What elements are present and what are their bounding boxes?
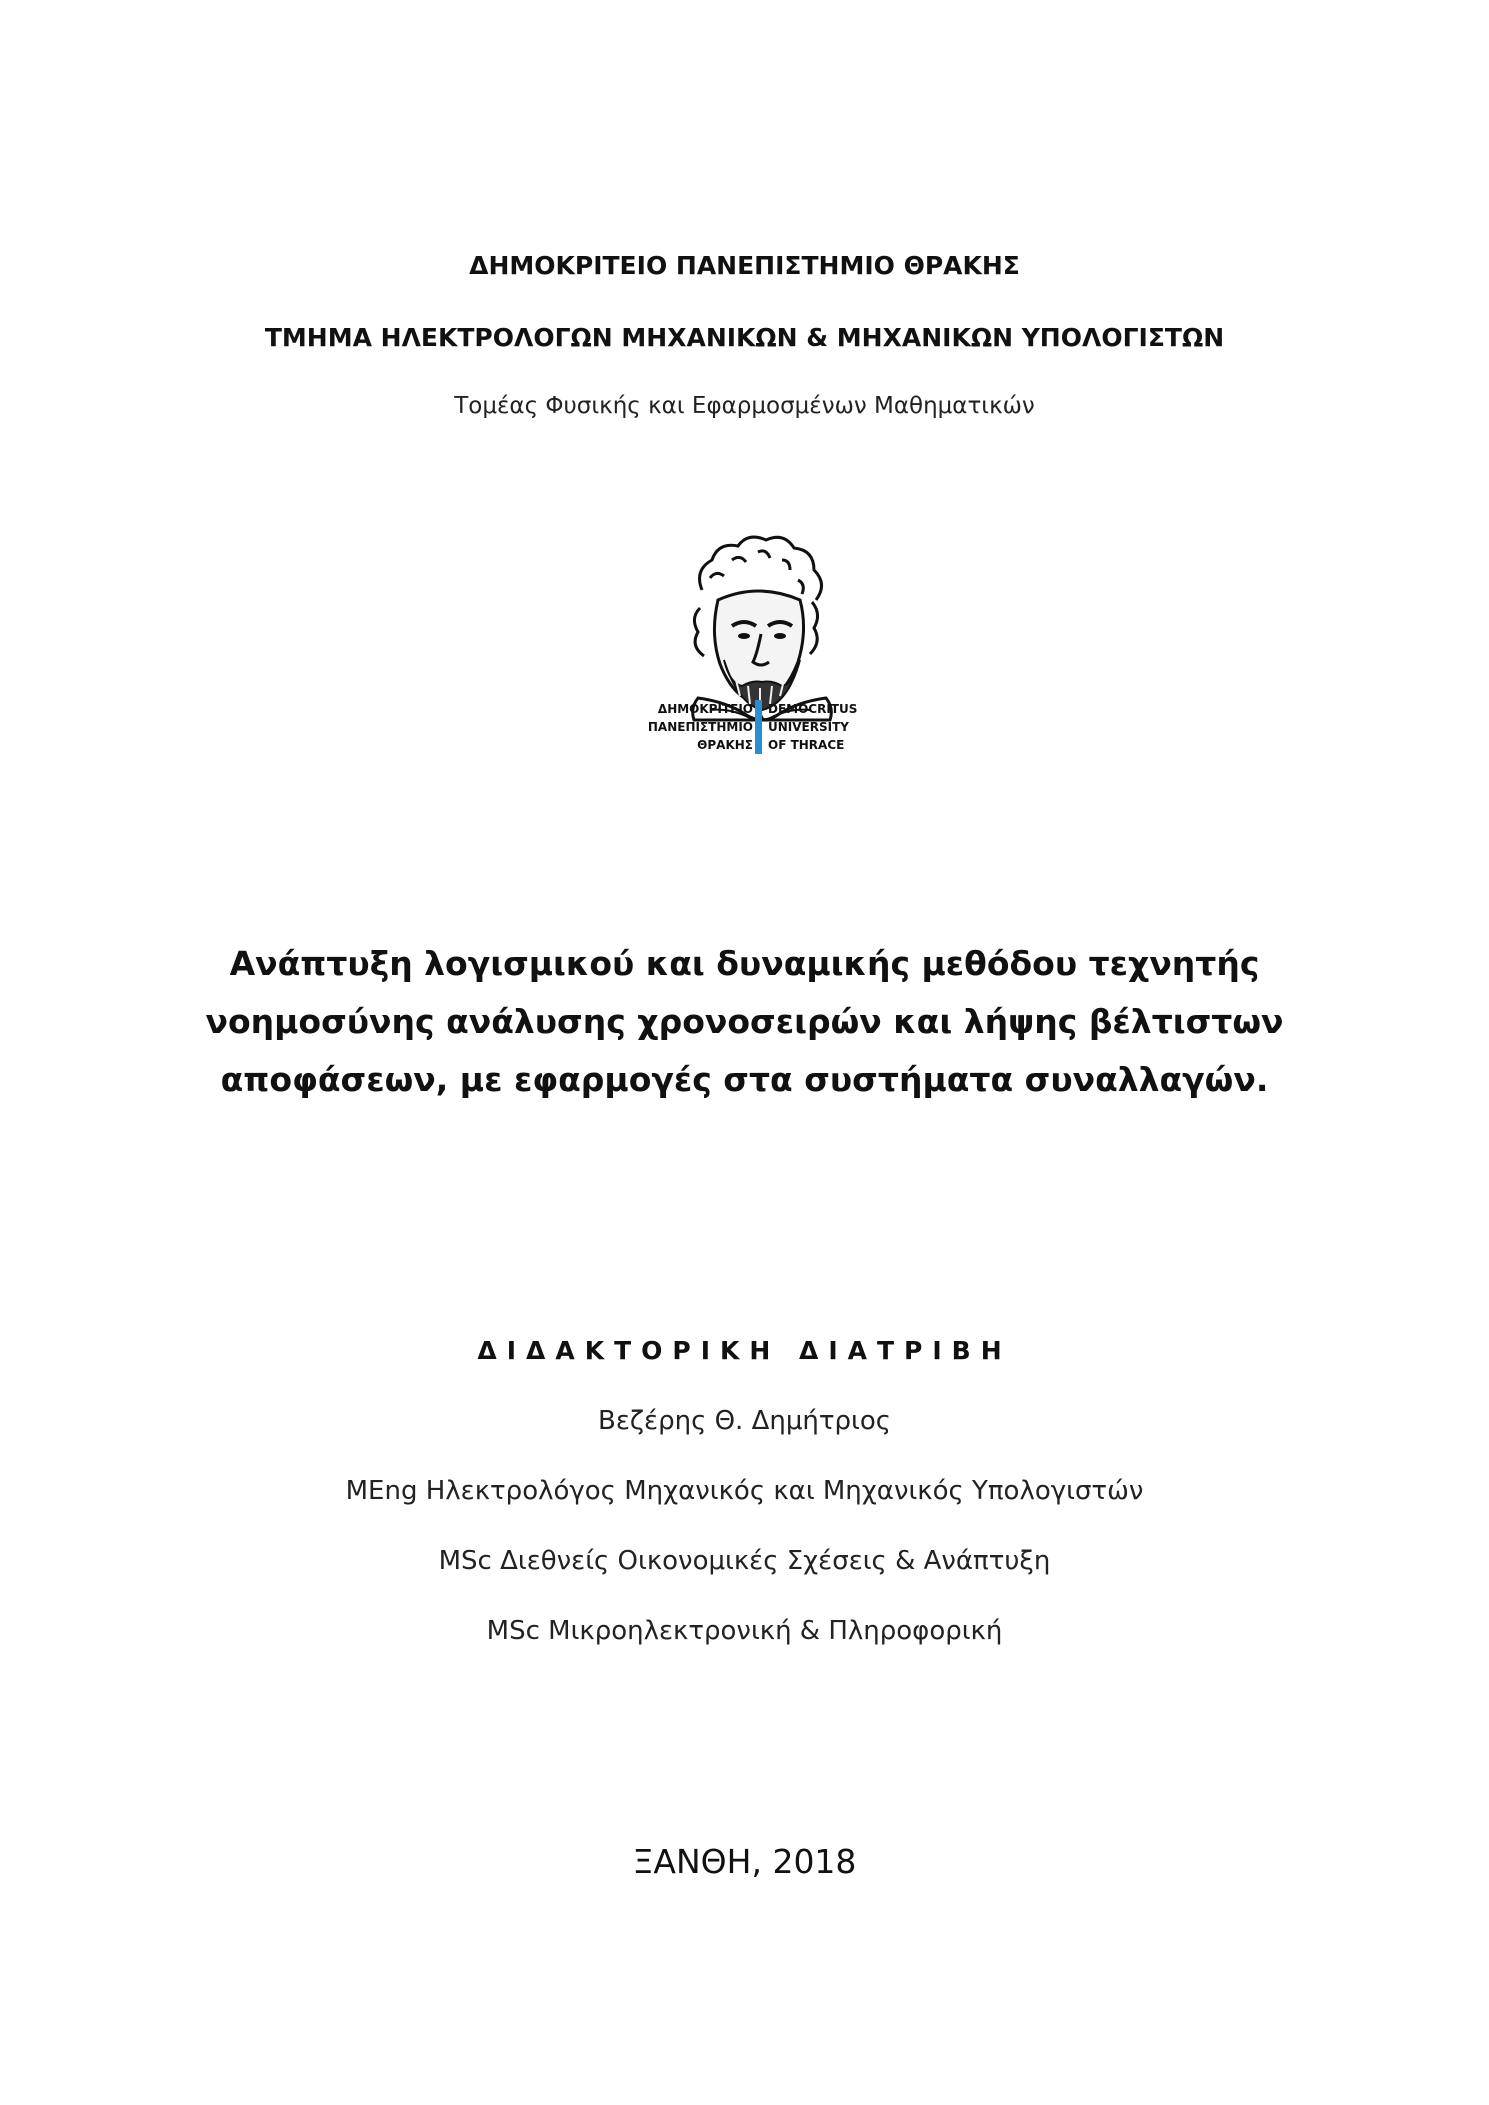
university-name: ΔΗΜΟΚΡΙΤΕΙΟ ΠΑΝΕΠΙΣΤΗΜΙΟ ΘΡΑΚΗΣ bbox=[469, 251, 1020, 280]
degree-meng: MEng Ηλεκτρολόγος Μηχανικός και Μηχανικός Υπολογιστών bbox=[345, 1476, 1144, 1506]
document-type: ΔΙΔΑΚΤΟΡΙΚΗ ΔΙΑΤΡΙΒΗ bbox=[477, 1336, 1012, 1365]
place-and-year: ΞΑΝΘΗ, 2018 bbox=[632, 1842, 857, 1881]
degree-msc-microelectronics: MSc Μικροηλεκτρονική & Πληροφορική bbox=[486, 1616, 1003, 1646]
logo-wordmark bbox=[640, 700, 880, 758]
title-line: αποφάσεων, με εφαρμογές στα συστήματα συναλλαγών. bbox=[220, 1060, 1269, 1099]
author-name: Βεζέρης Θ. Δημήτριος bbox=[598, 1406, 891, 1436]
logo-greek-text: ΔΗΜΟΚΡΙΤΕΙΟ ΠΑΝΕΠΙΣΤΗΜΙΟ ΘΡΑΚΗΣ bbox=[647, 702, 753, 752]
logo-english-text: DEMOCRITUS UNIVERSITY OF THRACE bbox=[768, 702, 858, 752]
sector-name: Τομέας Φυσικής και Εφαρμοσμένων Μαθηματικών bbox=[454, 393, 1035, 419]
department-name: ΤΜΗΜΑ ΗΛΕΚΤΡΟΛΟΓΩΝ ΜΗΧΑΝΙΚΩΝ & ΜΗΧΑΝΙΚΩΝ ΥΠΟΛΟΓΙΣΤΩΝ bbox=[264, 323, 1225, 352]
thesis-title bbox=[0, 935, 1489, 1109]
title-line: Ανάπτυξη λογισμικού και δυναμικής μεθόδου τεχνητής bbox=[229, 944, 1260, 983]
degree-msc-economics: MSc Διεθνείς Οικονομικές Σχέσεις & Ανάπτυξη bbox=[438, 1546, 1051, 1576]
title-line: νοημοσύνης ανάλυσης χρονοσειρών και λήψης βέλτιστων bbox=[205, 1002, 1284, 1041]
logo-divider-bar bbox=[755, 700, 762, 754]
